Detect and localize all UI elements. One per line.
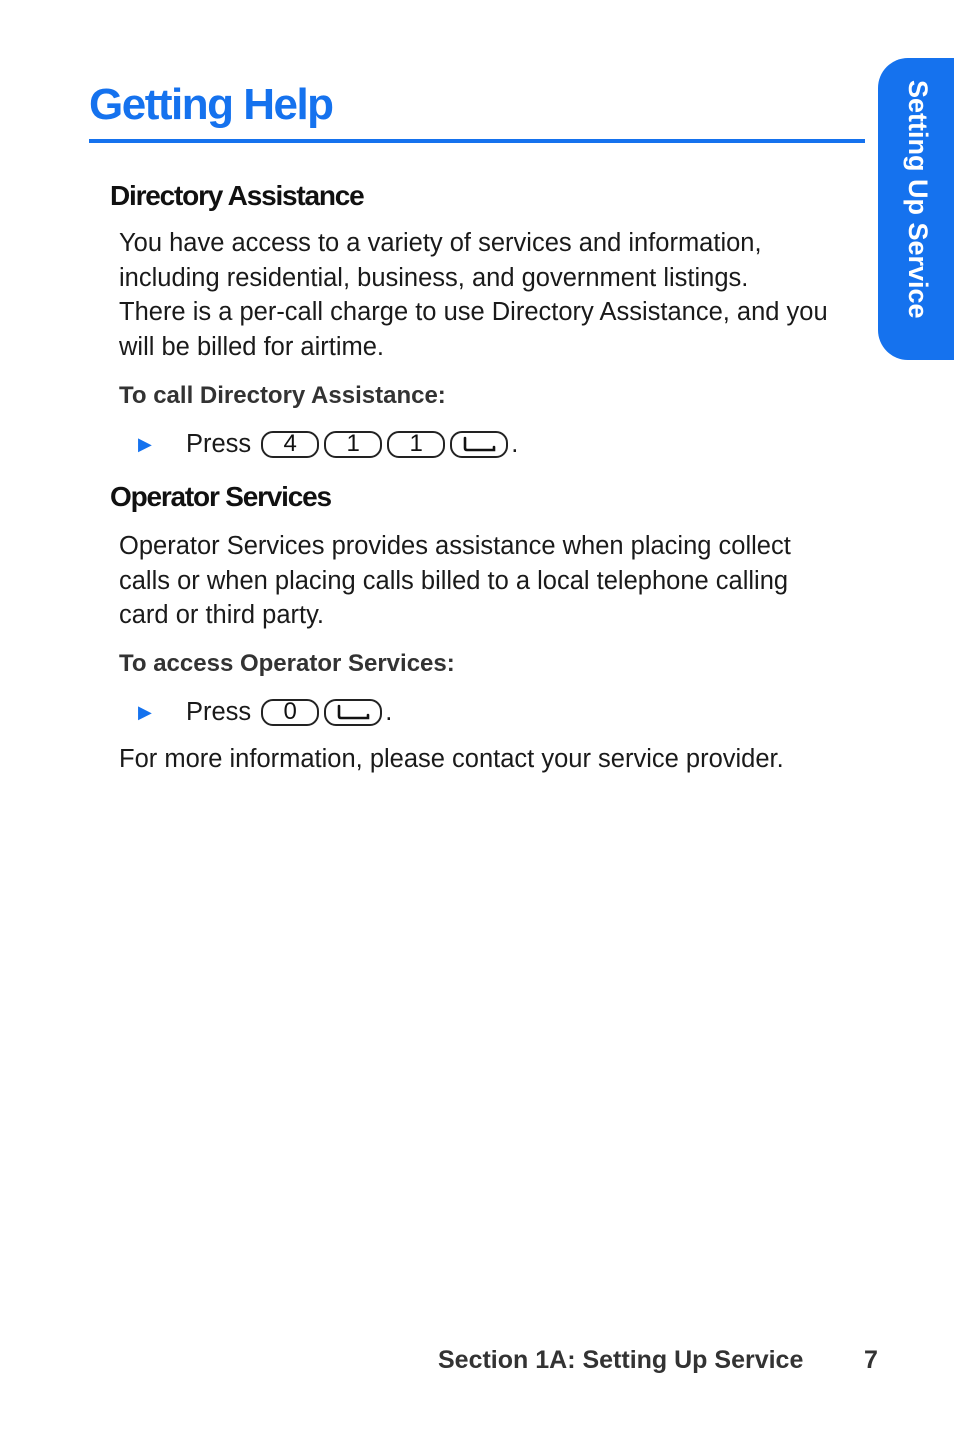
operator-services-step bbox=[138, 695, 392, 729]
closing-text: For more information, please contact your service provider. bbox=[119, 745, 784, 773]
key-1-icon: 1 bbox=[387, 431, 445, 458]
page-title: Getting Help bbox=[89, 80, 333, 129]
triangle-bullet-icon: ▶ bbox=[138, 701, 152, 722]
description-line: calls or when placing calls billed to a local telephone calling bbox=[119, 566, 789, 595]
operator-services-instruction: To access Operator Services: bbox=[119, 650, 455, 677]
footer-section-label: Section 1A: Setting Up Service bbox=[438, 1346, 804, 1374]
description-line: Operator Services provides assistance when placing collect bbox=[119, 532, 791, 560]
side-section-tab-label: Setting Up Service bbox=[903, 80, 933, 319]
page-number: 7 bbox=[864, 1346, 878, 1374]
operator-services-heading: Operator Services bbox=[110, 481, 331, 512]
directory-assistance-step bbox=[138, 427, 518, 461]
key-4-icon: 4 bbox=[261, 431, 319, 458]
operator-services-description bbox=[119, 529, 869, 633]
triangle-bullet-icon: ▶ bbox=[138, 433, 152, 454]
talk-key-icon bbox=[324, 699, 382, 726]
press-label: Press bbox=[186, 697, 252, 726]
title-divider bbox=[89, 139, 865, 143]
directory-assistance-heading: Directory Assistance bbox=[110, 180, 364, 211]
description-line: will be billed for airtime. bbox=[119, 333, 385, 362]
description-line: You have access to a variety of services and information, bbox=[119, 229, 762, 257]
talk-key-icon bbox=[450, 431, 508, 458]
key-1-icon: 1 bbox=[324, 431, 382, 458]
end-punctuation: . bbox=[511, 429, 519, 458]
directory-assistance-instruction: To call Directory Assistance: bbox=[119, 382, 446, 409]
description-line: There is a per-call charge to use Directory Assistance, and you bbox=[119, 298, 828, 327]
directory-assistance-description bbox=[119, 226, 869, 365]
end-punctuation: . bbox=[385, 697, 393, 726]
key-0-icon: 0 bbox=[261, 699, 319, 726]
description-line: card or third party. bbox=[119, 601, 325, 630]
press-label: Press bbox=[186, 429, 252, 458]
description-line: including residential, business, and government listings. bbox=[119, 263, 749, 292]
